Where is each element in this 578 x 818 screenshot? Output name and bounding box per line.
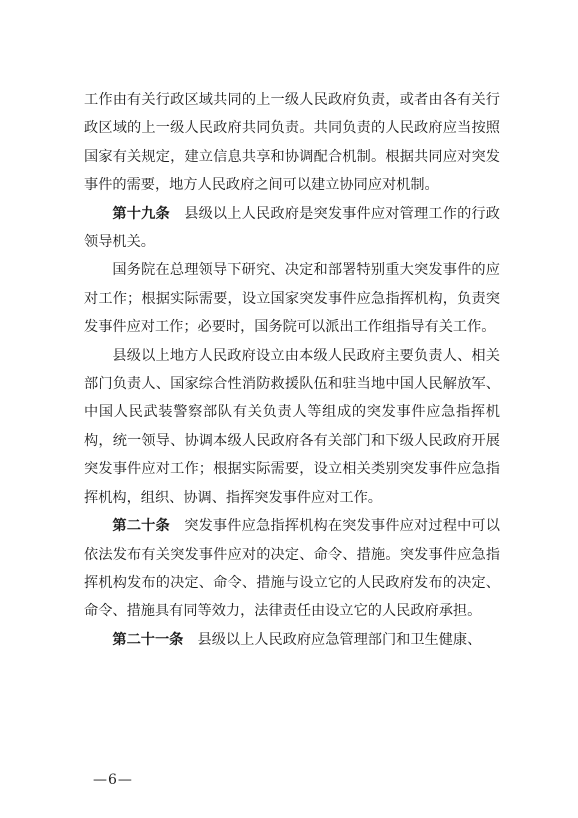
article-20-paragraph	[84, 512, 500, 626]
paragraph-text: 县级以上人民政府是突发事件应对管理工作的行政领导机关。	[84, 205, 500, 251]
article-19-paragraph-2	[84, 256, 500, 341]
article-19-heading-paragraph	[84, 200, 500, 257]
article-title: 第二十条	[112, 518, 170, 535]
page-number: —6—	[93, 772, 133, 788]
paragraph-text: 县级以上人民政府应急管理部门和卫生健康、	[183, 631, 482, 648]
document-body	[84, 86, 500, 654]
article-title: 第十九条	[112, 205, 170, 222]
article-21-paragraph	[84, 626, 500, 654]
paragraph-text: 国务院在总理领导下研究、决定和部署特别重大突发事件的应对工作；根据实际需要，设立国家突发事件应急指挥机构，负责突发事件应对工作；必要时，国务院可以派出工作组指导有关工作。	[84, 262, 500, 336]
paragraph-text: 工作由有关行政区域共同的上一级人民政府负责，或者由各有关行政区域的上一级人民政府共同负责。共同负责的人民政府应当按照国家有关规定，建立信息共享和协调配合机制。根据共同应对突发事件的需要，地方人民政府之间可以建立协同应对机制。	[84, 92, 500, 194]
paragraph-text: 突发事件应急指挥机构在突发事件应对过程中可以依法发布有关突发事件应对的决定、命令、措施。突发事件应急指挥机构发布的决定、命令、措施与设立它的人民政府发布的决定、命令、措施具有同等效力，法律责任由设立它的人民政府承担。	[84, 518, 500, 620]
paragraph-continuation	[84, 86, 500, 200]
paragraph-text: 县级以上地方人民政府设立由本级人民政府主要负责人、相关部门负责人、国家综合性消防救援队伍和驻当地中国人民解放军、中国人民武装警察部队有关负责人等组成的突发事件应急指挥机构，统一领导、协调本级人民政府各有关部门和下级人民政府开展突发事件应对工作；根据实际需要，设立相关类别突发事件应急指挥机构，组织、协调、指挥突发事件应对工作。	[84, 347, 500, 506]
article-19-paragraph-3	[84, 342, 500, 512]
article-title: 第二十一条	[112, 631, 184, 648]
